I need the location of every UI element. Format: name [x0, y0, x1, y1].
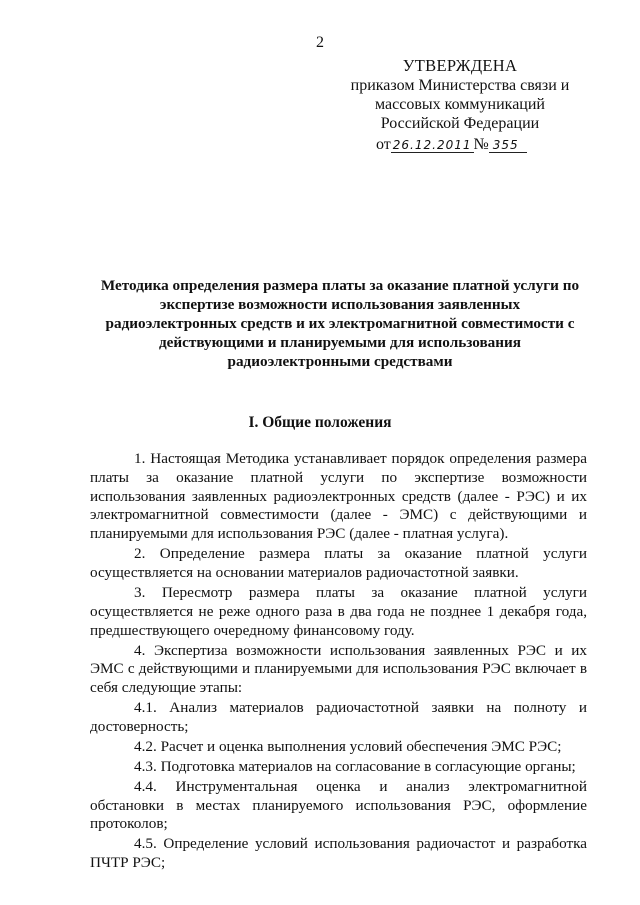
title-line: экспертизе возможности использования заявленных	[159, 296, 521, 313]
from-label: от	[376, 136, 391, 153]
approval-block	[330, 56, 590, 154]
handwritten-date: 26.12.2011	[392, 138, 472, 152]
paragraph: 4.4. Инструментальная оценка и анализ электромагнитной обстановки в местах планируемого использования РЭС, оформление протоколов;	[90, 777, 587, 833]
approval-line: приказом Министерства связи и	[350, 77, 570, 94]
paragraph: 3. Пересмотр размера платы за оказание платной услуги осуществляется не реже одного раза в два года не позднее 1 декабря года, предшествующего очередному финансовому году.	[90, 583, 587, 639]
page-number: 2	[316, 34, 324, 51]
handwritten-order-number: 355	[489, 138, 527, 153]
paragraph: 4.1. Анализ материалов радиочастотной заявки на полноту и достоверность;	[90, 699, 587, 735]
approval-title: УТВЕРЖДЕНА	[402, 56, 518, 75]
document-body	[90, 450, 587, 874]
paragraph: 4. Экспертиза возможности использования заявленных РЭС и их ЭМС с действующими и планируемыми для использования РЭС включает в себя следующие этапы:	[90, 641, 587, 697]
paragraph: 2. Определение размера платы за оказание платной услуги осуществляется на основании материалов радиочастотной заявки.	[90, 545, 587, 581]
approval-line: массовых коммуникаций	[375, 96, 545, 113]
paragraph: 4.3. Подготовка материалов на согласование в согласующие органы;	[134, 757, 576, 775]
title-line: радиоэлектронными средствами	[227, 353, 453, 370]
title-line: радиоэлектронных средств и их электромагнитной совместимости с	[105, 315, 575, 332]
document-title	[90, 276, 590, 371]
paragraph: 1. Настоящая Методика устанавливает порядок определения размера платы за оказание платной услуги по экспертизе возможности использования заявленных радиоэлектронных средств (далее - РЭС) и их электромагнитной совместимости (далее - ЭМС) с действующими и планируемыми для использования РЭС (далее - платная услуга).	[90, 450, 587, 543]
title-line: действующими и планируемыми для использования	[159, 334, 521, 351]
order-date-number	[330, 135, 590, 154]
paragraph: 4.2. Расчет и оценка выполнения условий обеспечения ЭМС РЭС;	[134, 737, 562, 755]
number-label: №	[473, 136, 489, 153]
section-heading: I. Общие положения	[248, 414, 392, 431]
approval-line: Российской Федерации	[380, 115, 540, 132]
paragraph: 4.5. Определение условий использования радиочастот и разработка ПЧТР РЭС;	[90, 835, 587, 872]
title-line: Методика определения размера платы за оказание платной услуги по	[100, 277, 580, 294]
